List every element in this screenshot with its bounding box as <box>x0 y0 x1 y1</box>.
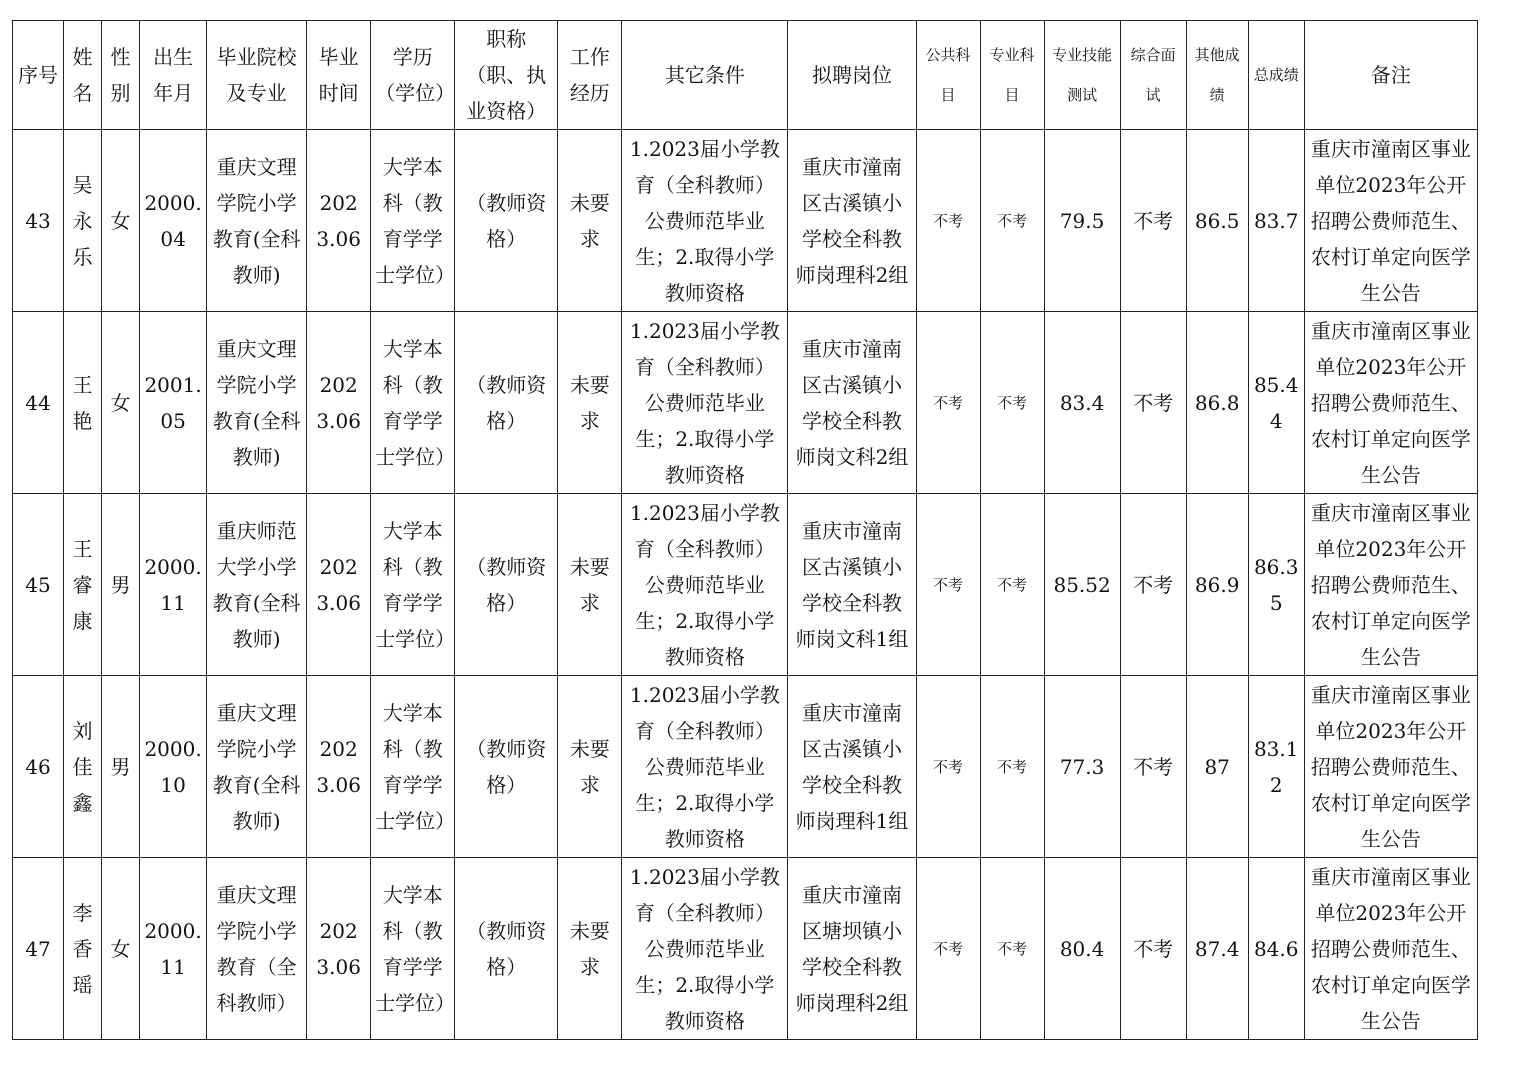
cell-gender: 男 <box>102 494 140 676</box>
cell-other-req: 1.2023届小学教育（全科教师）公费师范毕业生；2.取得小学教师资格 <box>622 858 788 1040</box>
cell-work: 未要求 <box>558 130 622 312</box>
header-work: 工作经历 <box>558 21 622 130</box>
header-total: 总成绩 <box>1248 21 1304 130</box>
cell-seq: 47 <box>13 858 64 1040</box>
header-seq: 序号 <box>13 21 64 130</box>
cell-degree: 大学本科（教育学学士学位） <box>371 130 455 312</box>
cell-public-subject: 不考 <box>916 312 980 494</box>
cell-total: 83.12 <box>1248 676 1304 858</box>
cell-other-req: 1.2023届小学教育（全科教师）公费师范毕业生；2.取得小学教师资格 <box>622 312 788 494</box>
header-grad-time: 毕业时间 <box>307 21 371 130</box>
cell-school: 重庆文理学院小学教育(全科教师) <box>207 130 307 312</box>
cell-major-subject: 不考 <box>980 676 1044 858</box>
cell-grad-time: 2023.06 <box>307 494 371 676</box>
cell-remark: 重庆市潼南区事业单位2023年公开招聘公费师范生、农村订单定向医学生公告 <box>1304 858 1477 1040</box>
cell-school: 重庆文理学院小学教育（全科教师） <box>207 858 307 1040</box>
cell-skill-test: 77.3 <box>1044 676 1120 858</box>
cell-work: 未要求 <box>558 676 622 858</box>
table-row <box>13 130 1478 312</box>
cell-gender: 男 <box>102 676 140 858</box>
header-row <box>13 21 1478 130</box>
header-remark: 备注 <box>1304 21 1477 130</box>
header-interview: 综合面试 <box>1120 21 1186 130</box>
cell-name: 王睿康 <box>64 494 102 676</box>
cell-other-score: 87.4 <box>1186 858 1248 1040</box>
cell-other-req: 1.2023届小学教育（全科教师）公费师范毕业生；2.取得小学教师资格 <box>622 494 788 676</box>
cell-birth: 2000.11 <box>140 494 207 676</box>
header-other-score: 其他成绩 <box>1186 21 1248 130</box>
header-skill-test: 专业技能测试 <box>1044 21 1120 130</box>
cell-name: 王艳 <box>64 312 102 494</box>
cell-name: 刘佳鑫 <box>64 676 102 858</box>
header-school: 毕业院校及专业 <box>207 21 307 130</box>
cell-seq: 45 <box>13 494 64 676</box>
table-row <box>13 312 1478 494</box>
cell-birth: 2000.10 <box>140 676 207 858</box>
cell-other-req: 1.2023届小学教育（全科教师）公费师范毕业生；2.取得小学教师资格 <box>622 130 788 312</box>
cell-school: 重庆文理学院小学教育(全科教师) <box>207 312 307 494</box>
cell-position: 重庆市潼南区古溪镇小学校全科教师岗理科2组 <box>788 130 916 312</box>
table-row <box>13 858 1478 1040</box>
cell-major-subject: 不考 <box>980 130 1044 312</box>
cell-other-score: 86.8 <box>1186 312 1248 494</box>
cell-other-req: 1.2023届小学教育（全科教师）公费师范毕业生；2.取得小学教师资格 <box>622 676 788 858</box>
cell-skill-test: 79.5 <box>1044 130 1120 312</box>
cell-interview: 不考 <box>1120 312 1186 494</box>
cell-title: （教师资格） <box>455 676 558 858</box>
header-birth: 出生年月 <box>140 21 207 130</box>
cell-grad-time: 2023.06 <box>307 858 371 1040</box>
cell-skill-test: 80.4 <box>1044 858 1120 1040</box>
cell-gender: 女 <box>102 130 140 312</box>
cell-birth: 2000.04 <box>140 130 207 312</box>
cell-work: 未要求 <box>558 858 622 1040</box>
header-name: 姓名 <box>64 21 102 130</box>
cell-position: 重庆市潼南区古溪镇小学校全科教师岗文科1组 <box>788 494 916 676</box>
cell-birth: 2001.05 <box>140 312 207 494</box>
cell-total: 86.35 <box>1248 494 1304 676</box>
cell-interview: 不考 <box>1120 858 1186 1040</box>
cell-name: 吴永乐 <box>64 130 102 312</box>
cell-skill-test: 85.52 <box>1044 494 1120 676</box>
cell-interview: 不考 <box>1120 676 1186 858</box>
cell-skill-test: 83.4 <box>1044 312 1120 494</box>
cell-interview: 不考 <box>1120 130 1186 312</box>
cell-grad-time: 2023.06 <box>307 312 371 494</box>
cell-public-subject: 不考 <box>916 130 980 312</box>
cell-school: 重庆文理学院小学教育(全科教师) <box>207 676 307 858</box>
cell-total: 85.44 <box>1248 312 1304 494</box>
header-position: 拟聘岗位 <box>788 21 916 130</box>
cell-gender: 女 <box>102 858 140 1040</box>
cell-major-subject: 不考 <box>980 858 1044 1040</box>
header-public-subject: 公共科目 <box>916 21 980 130</box>
cell-degree: 大学本科（教育学学士学位） <box>371 312 455 494</box>
cell-school: 重庆师范大学小学教育(全科教师) <box>207 494 307 676</box>
cell-title: （教师资格） <box>455 130 558 312</box>
cell-degree: 大学本科（教育学学士学位） <box>371 676 455 858</box>
header-other-req: 其它条件 <box>622 21 788 130</box>
cell-grad-time: 2023.06 <box>307 676 371 858</box>
cell-title: （教师资格） <box>455 858 558 1040</box>
cell-other-score: 86.5 <box>1186 130 1248 312</box>
cell-degree: 大学本科（教育学学士学位） <box>371 858 455 1040</box>
cell-public-subject: 不考 <box>916 676 980 858</box>
cell-remark: 重庆市潼南区事业单位2023年公开招聘公费师范生、农村订单定向医学生公告 <box>1304 494 1477 676</box>
cell-seq: 44 <box>13 312 64 494</box>
cell-major-subject: 不考 <box>980 312 1044 494</box>
cell-remark: 重庆市潼南区事业单位2023年公开招聘公费师范生、农村订单定向医学生公告 <box>1304 312 1477 494</box>
cell-seq: 46 <box>13 676 64 858</box>
cell-total: 84.6 <box>1248 858 1304 1040</box>
header-gender: 性别 <box>102 21 140 130</box>
table-row <box>13 494 1478 676</box>
cell-position: 重庆市潼南区塘坝镇小学校全科教师岗理科2组 <box>788 858 916 1040</box>
cell-other-score: 86.9 <box>1186 494 1248 676</box>
cell-total: 83.7 <box>1248 130 1304 312</box>
header-major-subject: 专业科目 <box>980 21 1044 130</box>
cell-remark: 重庆市潼南区事业单位2023年公开招聘公费师范生、农村订单定向医学生公告 <box>1304 130 1477 312</box>
cell-position: 重庆市潼南区古溪镇小学校全科教师岗理科1组 <box>788 676 916 858</box>
header-degree: 学历（学位） <box>371 21 455 130</box>
header-title: 职称（职、执业资格） <box>455 21 558 130</box>
cell-grad-time: 2023.06 <box>307 130 371 312</box>
cell-seq: 43 <box>13 130 64 312</box>
cell-remark: 重庆市潼南区事业单位2023年公开招聘公费师范生、农村订单定向医学生公告 <box>1304 676 1477 858</box>
cell-degree: 大学本科（教育学学士学位） <box>371 494 455 676</box>
cell-other-score: 87 <box>1186 676 1248 858</box>
cell-title: （教师资格） <box>455 494 558 676</box>
cell-public-subject: 不考 <box>916 858 980 1040</box>
cell-work: 未要求 <box>558 494 622 676</box>
cell-work: 未要求 <box>558 312 622 494</box>
cell-gender: 女 <box>102 312 140 494</box>
cell-title: （教师资格） <box>455 312 558 494</box>
cell-name: 李香瑶 <box>64 858 102 1040</box>
cell-public-subject: 不考 <box>916 494 980 676</box>
table-row <box>13 676 1478 858</box>
cell-interview: 不考 <box>1120 494 1186 676</box>
cell-position: 重庆市潼南区古溪镇小学校全科教师岗文科2组 <box>788 312 916 494</box>
cell-birth: 2000.11 <box>140 858 207 1040</box>
cell-major-subject: 不考 <box>980 494 1044 676</box>
results-table <box>12 20 1478 1040</box>
